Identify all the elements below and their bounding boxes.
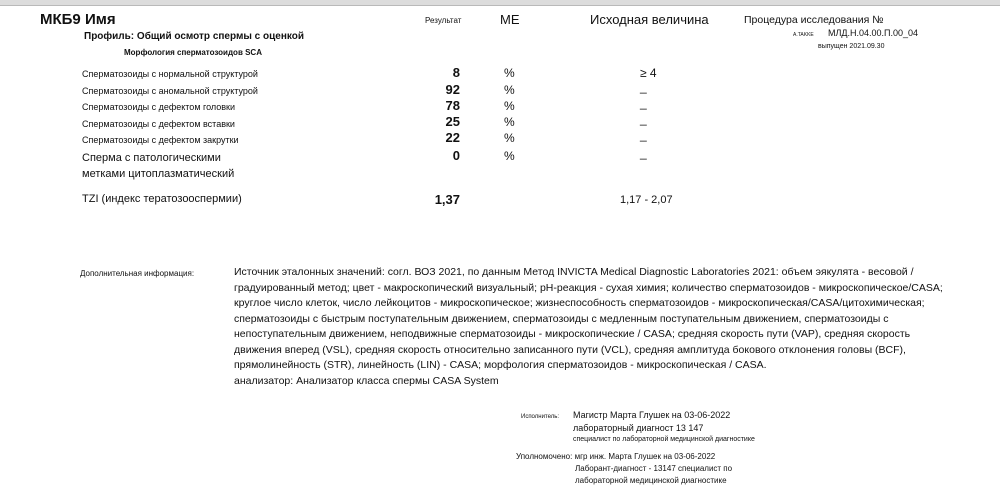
result-unit: % [504, 149, 515, 163]
column-header-procedure: Процедура исследования № [744, 14, 884, 26]
result-unit: % [504, 131, 515, 145]
panel-title: Морфология сперматозоидов SCA [124, 48, 262, 57]
profile-title: Профиль: Общий осмотр спермы с оценкой [84, 31, 305, 42]
authorized-line: лабораторной медицинской диагностике [575, 476, 727, 485]
result-unit: % [504, 99, 515, 113]
top-border [0, 0, 1000, 6]
result-name: TZI (индекс тератозооспермии) [82, 193, 242, 205]
result-unit: % [504, 83, 515, 97]
result-value: 1,37 [434, 192, 460, 207]
result-value: 92 [445, 82, 460, 97]
result-reference: _ [640, 112, 647, 126]
executor-line: лабораторный диагност 13 147 [573, 423, 704, 433]
analyzer-text: анализатор: Анализатор класса спермы CASA System [234, 374, 499, 387]
additional-info-block [234, 265, 959, 389]
result-name: Сперматозоиды с нормальной структурой [82, 69, 258, 79]
result-name: Сперматозоиды с аномальной структурой [82, 86, 258, 96]
executor-line: Магистр Марта Глушек на 03-06-2022 [573, 410, 731, 420]
result-name: Сперматозоиды с дефектом головки [82, 102, 235, 112]
executor-line: специалист по лабораторной медицинской диагностике [573, 436, 755, 443]
result-value: 25 [445, 114, 460, 129]
additional-info-text: Источник эталонных значений: согл. ВОЗ 2021, по данным Метод INVICTA Medical Diagnostic Laboratories 2021: объем эякулята - весовой / градуированный метод; цвет - макроскопический визуальный; pH-реакция - сухая химия; количество сперматозоидов - микроскопическое/CASA; круглое число клеток, число лейкоцитов - микроскопическое; жизнеспособность сперматозоидов - микроскопическая/CASA/цитохимическая; сперматозоиды с быстрым поступательным движением, сперматозоиды с медленным поступательным движением, сперматозоиды с непоступательным движением, неподвижные сперматозоиды - микроскопические / CASA; средняя скорость пути (VAP), средняя скорость движения вперед (VSL), средняя скорость относительно записанного пути (VCL), средняя амплитуда бокового отклонения головы (BCF), прямолинейность (STR), линейность (LIN) - CASA; морфология сперматозоидов - микроскопическая / CASA. [234, 266, 943, 371]
result-value: 0 [452, 148, 460, 163]
authorized-line: Уполномочено: мгр инж. Марта Глушек на 03-06-2022 [516, 452, 716, 461]
result-value: 8 [452, 65, 460, 80]
issued-date: выпущен 2021.09.30 [818, 43, 885, 50]
result-value: 78 [445, 98, 460, 113]
authorized-line: Лаборант-диагност - 13147 специалист по [575, 464, 733, 473]
column-header-result: Результат [425, 16, 462, 25]
executor-label: Исполнитель: [521, 414, 560, 420]
column-header-reference: Исходная величина [590, 12, 709, 27]
patient-code-small: А.TAKKE [793, 32, 814, 38]
result-name: Сперматозоиды с дефектом закрутки [82, 135, 239, 145]
result-reference: _ [640, 128, 647, 142]
result-unit: % [504, 66, 515, 80]
result-reference: ≥ 4 [640, 66, 657, 80]
result-name: Сперматозоиды с дефектом вставки [82, 119, 235, 129]
additional-info-label: Дополнительная информация: [80, 269, 195, 278]
result-reference: _ [640, 96, 647, 110]
result-name: Сперма с патологическими метками цитоплазматический [82, 152, 235, 180]
result-reference: _ [640, 80, 647, 94]
result-unit: % [504, 115, 515, 129]
result-value: 22 [445, 130, 460, 145]
column-header-unit: МЕ [500, 12, 520, 27]
result-reference: _ [640, 146, 647, 160]
result-reference: 1,17 - 2,07 [620, 194, 673, 206]
patient-name: МКБ9 Имя [40, 11, 116, 28]
procedure-code: МЛД.Н.04.00.П.00_04 [828, 28, 919, 38]
